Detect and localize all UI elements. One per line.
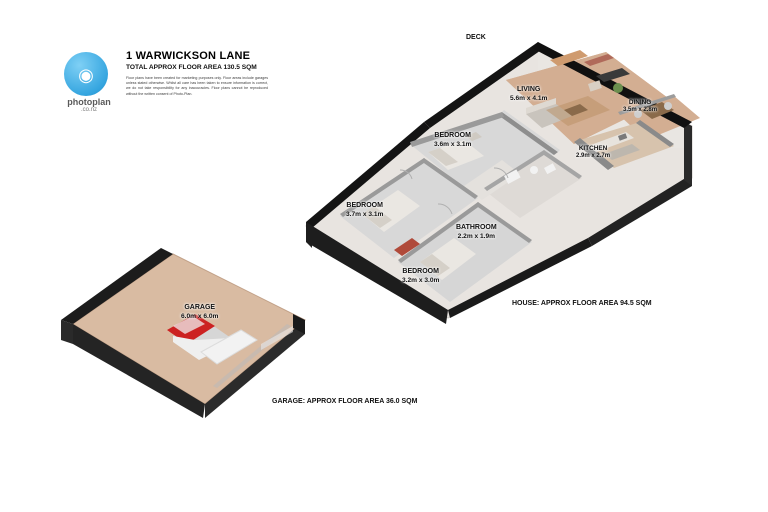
room-label-dining: DINING 3.5m x 2.8m (623, 99, 658, 113)
house-geometry (288, 18, 718, 328)
title-block (126, 50, 276, 97)
photoplan-logo (58, 52, 120, 114)
room-label-bedroom-1: BEDROOM 3.6m x 3.1m (434, 132, 472, 148)
logo-domain: .co.nz (80, 107, 97, 114)
room-label-kitchen: KITCHEN 2.9m x 2.7m (576, 145, 611, 159)
house-area-note: HOUSE: APPROX FLOOR AREA 94.5 SQM (512, 300, 652, 307)
room-label-garage: GARAGE 6.0m x 6.0m (181, 304, 219, 320)
garage-area-note: GARAGE: APPROX FLOOR AREA 36.0 SQM (272, 398, 418, 405)
camera-icon (64, 52, 108, 96)
camera-glyph: ◉ (78, 64, 94, 85)
room-label-living: LIVING 5.6m x 4.1m (510, 86, 548, 102)
disclaimer-text: Floor plans have been created for marketing purposes only. Floor areas include garages unless stated otherwise. Whilst all care has been taken to ensure information is correct, we do not take responsibility for any inaccuracies. Floor plans cannot be reproduced without the written consent of Photo-Plan. (126, 76, 268, 96)
room-label-bedroom-3: BEDROOM 3.2m x 3.0m (402, 268, 440, 284)
room-label-bathroom: BATHROOM 2.2m x 1.9m (456, 224, 497, 240)
logo-wordmark (58, 98, 120, 114)
logo-name: photoplan (67, 97, 111, 107)
page-title: 1 WARWICKSON LANE (126, 50, 251, 62)
house-plan (288, 18, 718, 328)
garage-plan (55, 232, 315, 422)
total-area-label: TOTAL APPROX FLOOR AREA 130.5 SQM (126, 64, 257, 71)
room-label-deck: DECK (466, 34, 486, 41)
room-label-bedroom-2: BEDROOM 3.7m x 3.1m (346, 202, 384, 218)
